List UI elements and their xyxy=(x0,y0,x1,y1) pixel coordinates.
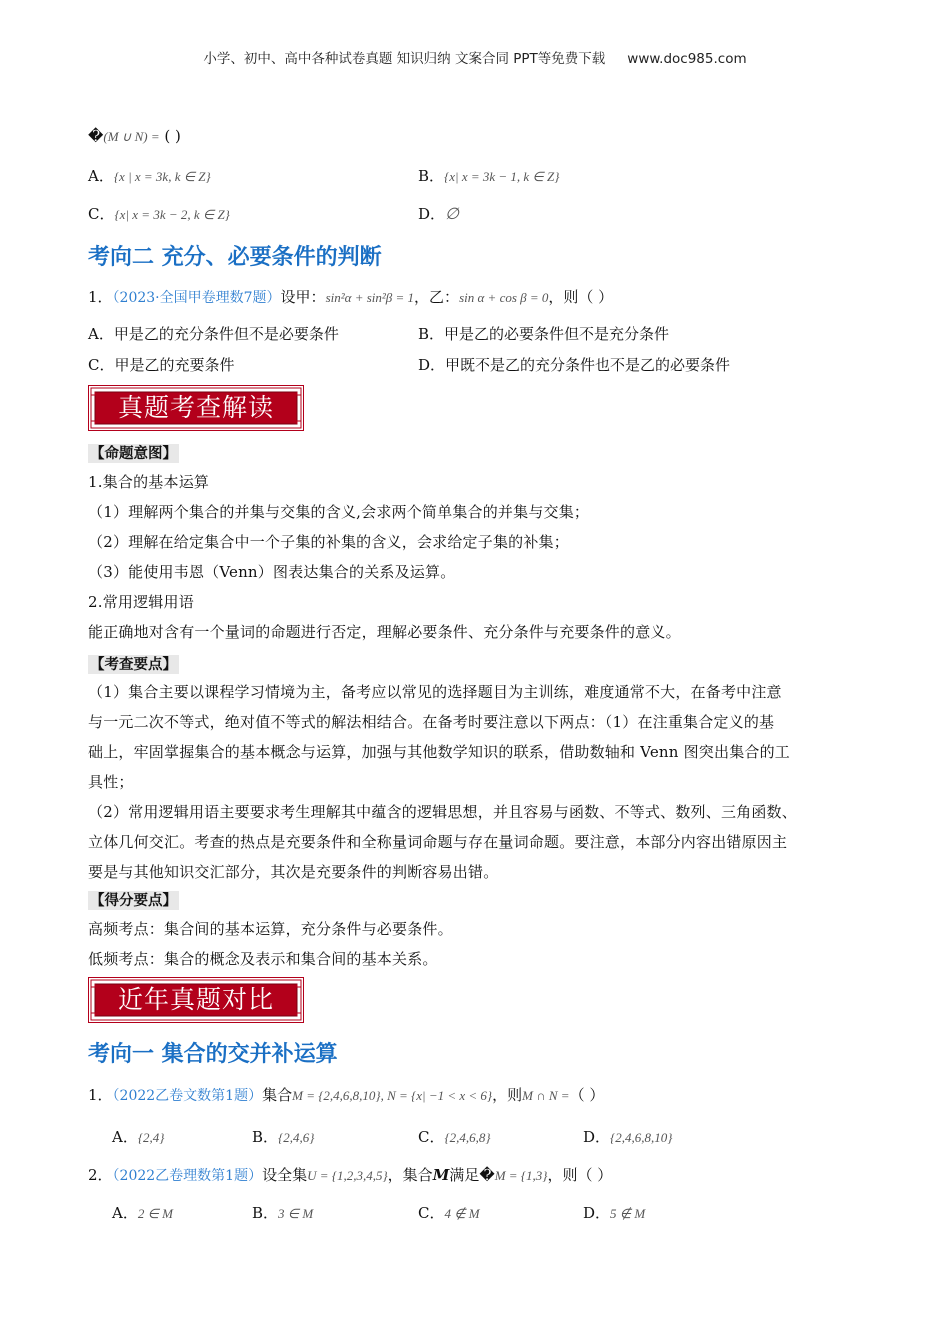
q2-option-b: B．{2,4,6} xyxy=(252,1128,315,1146)
page-header xyxy=(0,47,950,67)
section-heading-2: 考向二 充分、必要条件的判断 xyxy=(88,245,382,270)
q3-option-a: A．2 ∈ M xyxy=(112,1204,173,1222)
q0-option-b: B．{x| x = 3k − 1, k ∈ Z} xyxy=(418,167,560,185)
q3-option-c: C．4 ∉ M xyxy=(418,1204,480,1222)
q2-option-d: D．{2,4,6,8,10} xyxy=(583,1128,673,1146)
banner-recent-comparison xyxy=(88,977,304,1023)
tag-scoring-points: 【得分要点】 xyxy=(90,892,177,909)
key-points-body: （1）集合主要以课程学习情境为主，备考应以常见的选择题目为主训练，难度通常不大，在备考中注意 与一元二次不等式，绝对值不等式的解法相结合。在备考时要注意以下两点：（1）在注重集合定义的基 础上，牢固掌握集合的基本概念与运算，加强与其他数学知识的联系，借助数轴和 Venn 图突出集合的工 具性； （2）常用逻辑用语主要要求考生理解其中蕴含的逻辑思想，并且容易与函数、不等式、数列、三角函数、 立体几何交汇。考查的热点是充要条件和全称量词命题与存在量词命题。要注意，本部分内容出错原因主 要是与其他知识交汇部分，其次是充要条件的判断容易出错。 xyxy=(88,683,797,881)
q3-source: （2022乙卷理数第1题） xyxy=(112,1168,263,1184)
q1-option-b: B．甲是乙的必要条件但不是充分条件 xyxy=(418,325,670,343)
q1-stem: 1．（2023·全国甲卷理数7题）设甲：sin²α + sin²β = 1，乙：sin α + cos β = 0，则（ ） xyxy=(88,288,614,306)
scoring-points-body: 高频考点：集合间的基本运算，充分条件与必要条件。 低频考点：集合的概念及表示和集合间的基本关系。 xyxy=(88,920,453,968)
tag-key-points: 【考查要点】 xyxy=(90,656,177,673)
q3-stem: 2．（2022乙卷理数第1题）设全集U = {1,2,3,4,5}，集合M满足�M = {1,3}，则（ ） xyxy=(88,1166,613,1184)
q2-option-a: A．{2,4} xyxy=(112,1128,165,1146)
banner-title: 真题考查解读 xyxy=(117,393,274,422)
q3-option-d: D．5 ∉ M xyxy=(583,1204,646,1222)
q2-source: （2022乙卷文数第1题） xyxy=(112,1088,263,1104)
banner-title: 近年真题对比 xyxy=(117,985,274,1014)
q0-stem: �(M ∪ N) = ( ) xyxy=(88,127,181,145)
q3-option-b: B．3 ∈ M xyxy=(252,1204,314,1222)
section-heading-1: 考向一 集合的交并补运算 xyxy=(88,1042,338,1067)
q1-option-c: C．甲是乙的充要条件 xyxy=(88,356,235,374)
intent-body: 1.集合的基本运算 （1）理解两个集合的并集与交集的含义,会求两个简单集合的并集与交集； （2）理解在给定集合中一个子集的补集的含义，会求给定子集的补集； （3）能使用韦恩（Venn）图表达集合的关系及运算。 2.常用逻辑用语 能正确地对含有一个量词的命题进行否定，理解必要条件、充分条件与充要条件的意义。 xyxy=(88,473,681,641)
q1-option-a: A．甲是乙的充分条件但不是必要条件 xyxy=(88,325,339,343)
q2-stem: 1．（2022乙卷文数第1题）集合M = {2,4,6,8,10}, N = {x| −1 < x < 6}，则M ∩ N =（ ） xyxy=(88,1086,605,1104)
q0-option-d: D．∅ xyxy=(418,205,459,223)
q1-option-d: D．甲既不是乙的充分条件也不是乙的必要条件 xyxy=(418,356,731,374)
q1-source: （2023·全国甲卷理数7题） xyxy=(112,290,281,306)
q0-option-c: C．{x| x = 3k − 2, k ∈ Z} xyxy=(88,205,230,223)
tag-intent: 【命题意图】 xyxy=(90,445,177,462)
q0-option-a: A．{x | x = 3k, k ∈ Z} xyxy=(88,167,211,185)
q2-option-c: C．{2,4,6,8} xyxy=(418,1128,491,1146)
header-text: 小学、初中、高中各种试卷真题 知识归纳 文案合同 PPT等免费下载 xyxy=(203,51,606,67)
banner-exam-analysis xyxy=(88,385,304,431)
header-site: www.doc985.com xyxy=(627,51,747,67)
